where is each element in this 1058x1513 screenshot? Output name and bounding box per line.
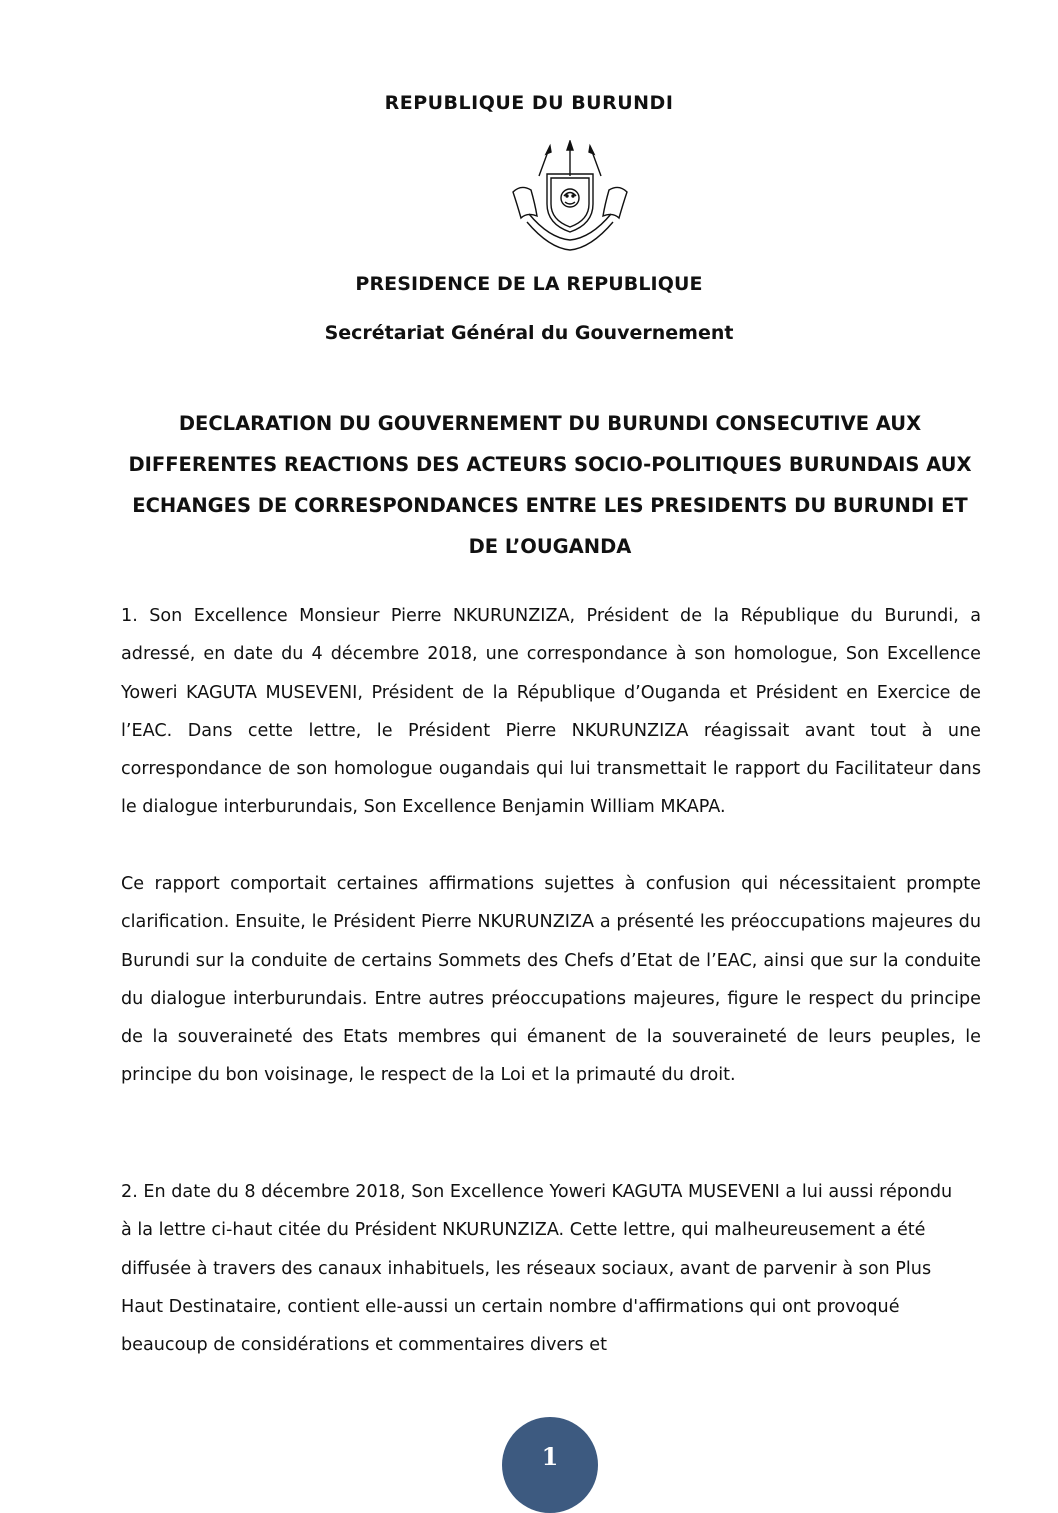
secretariat-heading: Secrétariat Général du Gouvernement (324, 322, 734, 344)
page-number-badge: 1 (502, 1417, 598, 1513)
title-line: ECHANGES DE CORRESPONDANCES ENTRE LES PRESIDENTS DU BURUNDI ET (132, 494, 968, 517)
paragraph-3: 2. En date du 8 décembre 2018, Son Excellence Yoweri KAGUTA MUSEVENI a lui aussi répondu à la lettre ci-haut citée du Président NKURUNZIZA. Cette lettre, qui malheureusement a été diffusée à travers des canaux inhabituels, les réseaux sociaux, avant de parvenir à son Plus Haut Destinataire, contient elle-aussi un certain nombre d'affirmations qui ont provoqué beaucoup de considérations et commentaires divers et (121, 1182, 953, 1356)
paragraph-2: Ce rapport comportait certaines affirmations sujettes à confusion qui nécessitaient prompte clarification. Ensuite, le Président Pierre NKURUNZIZA a présenté les préoccupations majeures du Burundi sur la conduite de certains Sommets des Chefs d’Etat de l’EAC, ainsi que sur la conduite du dialogue interburundais. Entre autres préoccupations majeures, figure le respect du principe de la souveraineté des Etats membres qui émanent de la souveraineté de leurs peuples, le principe du bon voisinage, le respect de la Loi et la primauté du droit. (121, 874, 981, 1086)
coat-of-arms-icon (505, 140, 635, 252)
title-line: DECLARATION DU GOUVERNEMENT DU BURUNDI CONSECUTIVE AUX (178, 412, 922, 435)
country-heading: REPUBLIQUE DU BURUNDI (384, 92, 674, 114)
declaration-title (100, 403, 1000, 567)
paragraph-1: 1. Son Excellence Monsieur Pierre NKURUNZIZA, Président de la République du Burundi, a adressé, en date du 4 décembre 2018, une correspondance à son homologue, Son Excellence Yoweri KAGUTA MUSEVENI, Président de la République d’Ouganda et Président en Exercice de l’EAC. Dans cette lettre, le Président Pierre NKURUNZIZA réagissait avant tout à une correspondance de son homologue ougandais qui lui transmettait le rapport du Facilitateur dans le dialogue interburundais, Son Excellence Benjamin William MKAPA. (121, 606, 981, 818)
title-line: DE L’OUGANDA (468, 535, 632, 558)
title-line: DIFFERENTES REACTIONS DES ACTEURS SOCIO-POLITIQUES BURUNDAIS AUX (128, 453, 972, 476)
presidence-heading: PRESIDENCE DE LA REPUBLIQUE (355, 273, 703, 295)
